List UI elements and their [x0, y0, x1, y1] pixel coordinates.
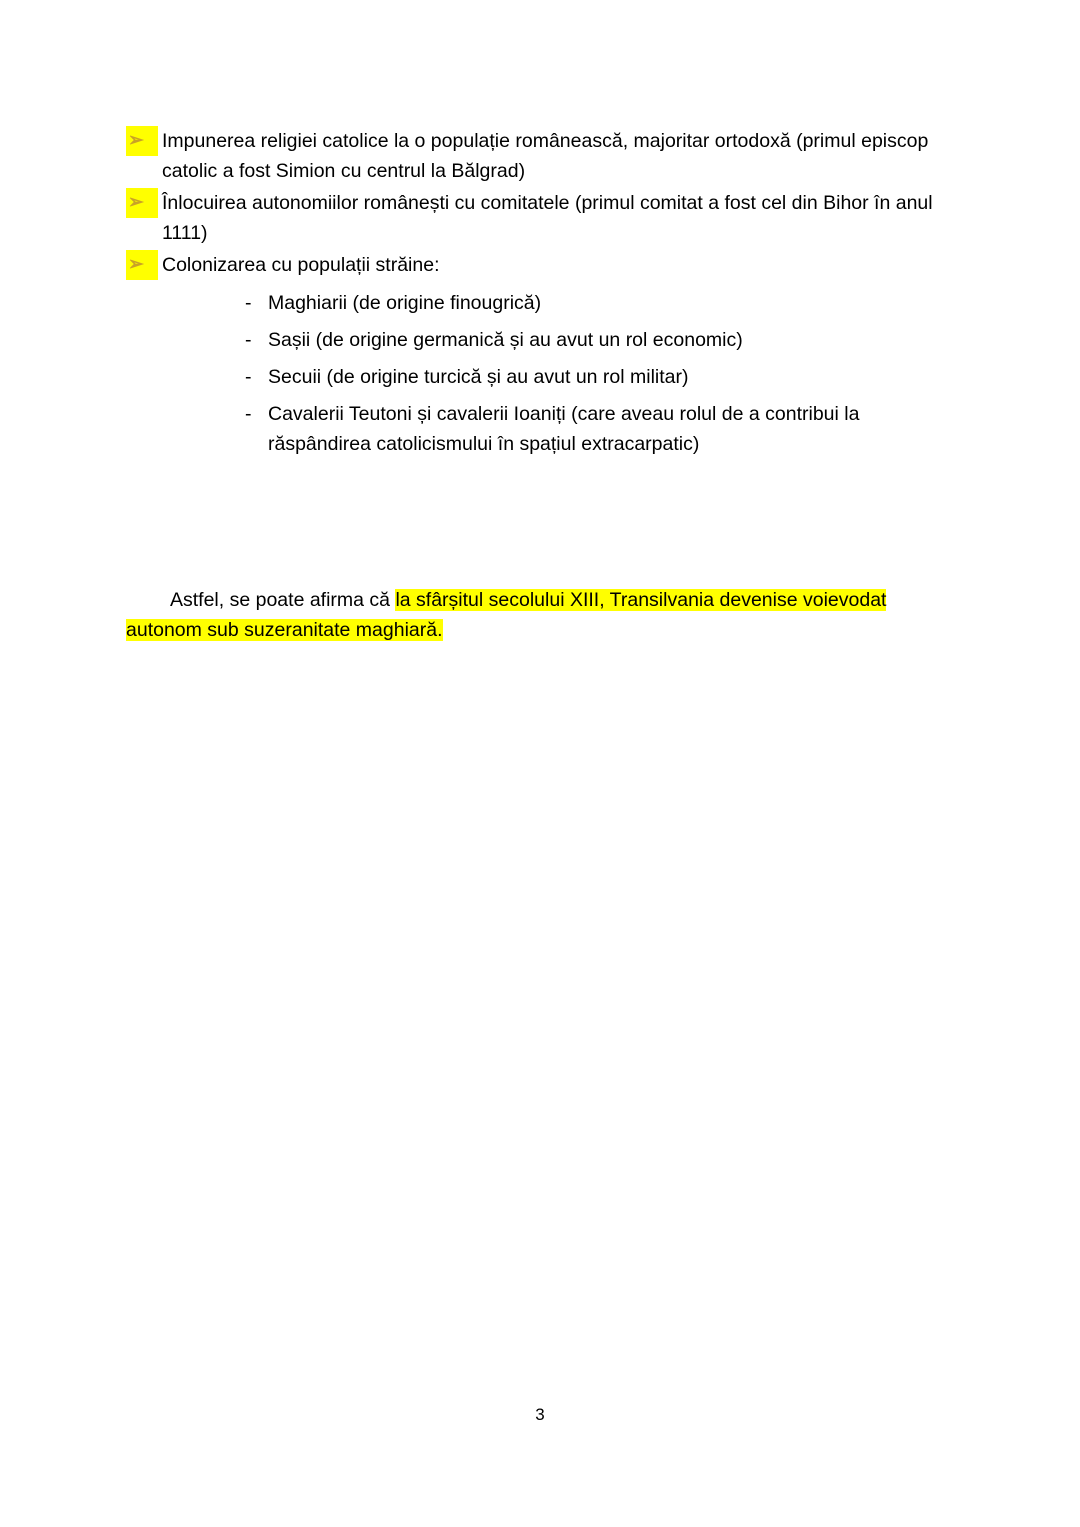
- page-number: 3: [535, 1405, 545, 1424]
- list-item-text: Sașii (de origine germanică și au avut un rol economic): [268, 329, 743, 351]
- list-item-text: Maghiarii (de origine finougrică): [268, 292, 542, 314]
- closing-highlighted-text: la sfârșitul secolului XIII, Transilvania devenise voievodat autonom sub suzeranitate maghiară.: [126, 588, 887, 641]
- list-item: [240, 325, 954, 355]
- list-item-text: Secuii (de origine turcică și au avut un rol militar): [268, 366, 689, 388]
- list-item-text: Impunerea religiei catolice la o populație românească, majoritar ortodoxă (primul episcop catolic a fost Simion cu centrul la Bălgrad): [162, 130, 929, 182]
- list-item: [126, 188, 954, 248]
- arrow-bullet-icon: ➢: [126, 250, 158, 280]
- list-item: [126, 126, 954, 186]
- list-item: [126, 250, 954, 280]
- list-item-text: Înlocuirea autonomiilor românești cu comitatele (primul comitat a fost cel din Bihor în anul 1111): [162, 192, 933, 244]
- list-item-text: Cavalerii Teutoni și cavalerii Ioaniți (care aveau rolul de a contribui la răspândirea catolicismului în spațiul extracarpatic): [268, 403, 860, 455]
- sub-list-container: [126, 288, 954, 459]
- closing-lead-text: Astfel, se poate afirma că: [170, 588, 396, 611]
- document-body: [126, 126, 954, 466]
- list-item: [240, 288, 954, 318]
- list-item: [240, 399, 954, 459]
- dash-bullet-icon: -: [245, 329, 252, 351]
- arrow-bullet-icon: ➢: [126, 126, 158, 156]
- arrow-bullet-list: [126, 126, 954, 280]
- list-item-text: Colonizarea cu populații străine:: [162, 254, 440, 276]
- dash-bullet-icon: -: [245, 292, 252, 314]
- dash-bullet-icon: -: [245, 366, 252, 388]
- closing-paragraph: [126, 585, 954, 645]
- arrow-bullet-icon: ➢: [126, 188, 158, 218]
- dash-bullet-icon: -: [245, 403, 252, 425]
- list-item: [240, 362, 954, 392]
- dash-sub-list: [240, 288, 954, 459]
